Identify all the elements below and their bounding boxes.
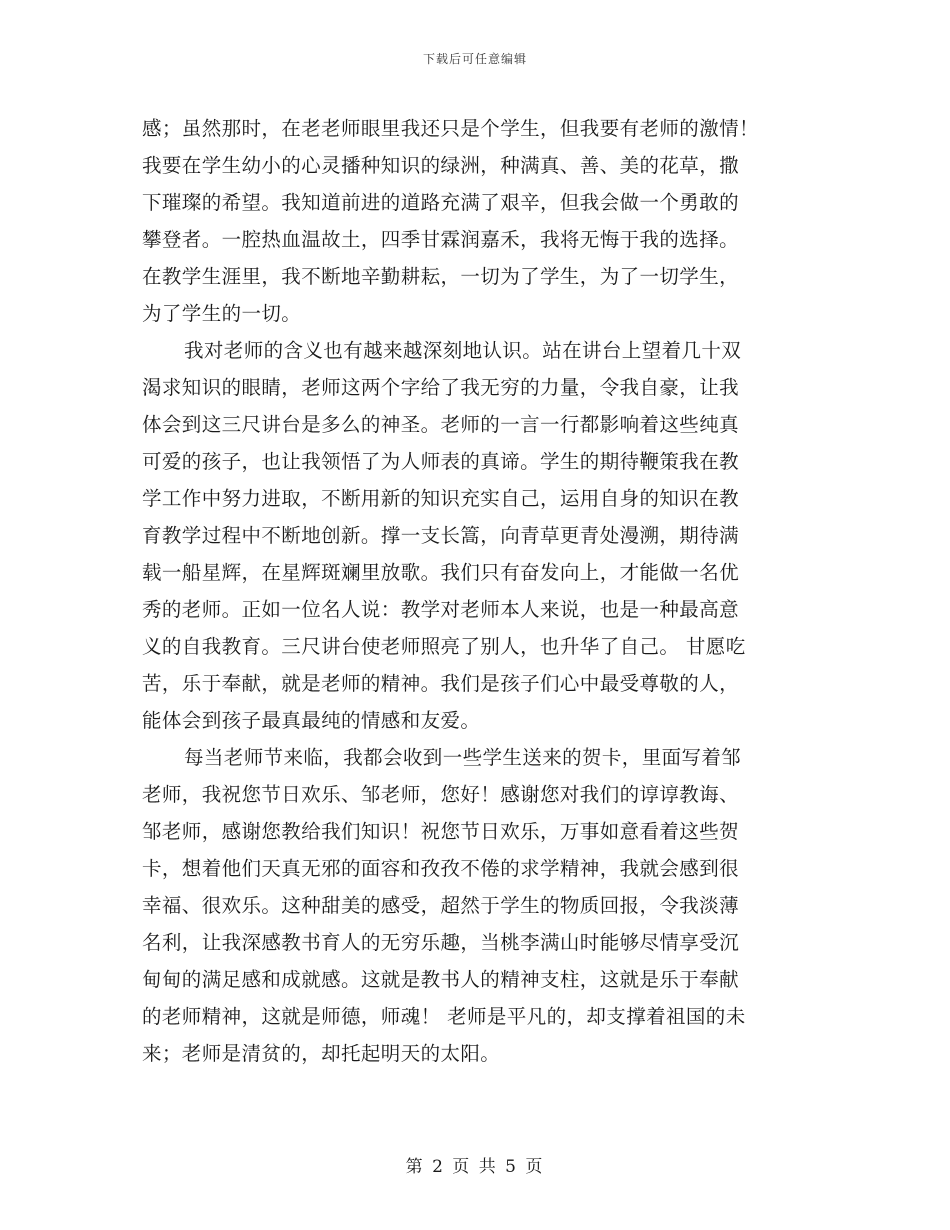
text-line: 来；老师是清贫的，却托起明天的太阳。: [142, 1042, 501, 1065]
text-line: 苦，乐于奉献，就是老师的精神。我们是孩子们心中最受尊敬的人，: [142, 672, 740, 695]
text-line: 渴求知识的眼睛，老师这两个字给了我无穷的力量，令我自豪，让我: [142, 376, 740, 399]
text-line: 秀的老师。正如一位名人说：教学对老师本人来说，也是一种最高意: [142, 598, 740, 621]
text-line: 每当老师节来临，我都会收到一些学生送来的贺卡，里面写着邹: [184, 746, 742, 769]
text-line: 在教学生涯里，我不断地辛勤耕耘，一切为了学生，为了一切学生，: [142, 265, 740, 288]
text-line: 攀登者。一腔热血温故土，四季甘霖润嘉禾，我将无悔于我的选择。: [142, 228, 740, 251]
text-line: 感；虽然那时，在老老师眼里我还只是个学生，但我要有老师的激情！: [142, 117, 759, 140]
document-body: [142, 110, 808, 1072]
text-line: 义的自我教育。三尺讲台使老师照亮了别人，也升华了自己。 甘愿吃: [142, 635, 746, 658]
paragraph-1: [142, 110, 808, 332]
page-header: 下载后可任意编辑: [422, 52, 527, 66]
text-line: 为了学生的一切。: [142, 302, 302, 325]
text-line: 我要在学生幼小的心灵播种知识的绿洲，种满真、善、美的花草，撒: [142, 154, 740, 177]
text-line: 下璀璨的希望。我知道前进的道路充满了艰辛，但我会做一个勇敢的: [142, 191, 740, 214]
text-line: 老师，我祝您节日欢乐、邹老师，您好！感谢您对我们的谆谆教诲、: [142, 783, 740, 806]
text-line: 可爱的孩子，也让我领悟了为人师表的真谛。学生的期待鞭策我在教: [142, 450, 740, 473]
text-line: 体会到这三尺讲台是多么的神圣。老师的一言一行都影响着这些纯真: [142, 413, 740, 436]
text-line: 甸甸的满足感和成就感。这就是教书人的精神支柱，这就是乐于奉献: [142, 968, 740, 991]
page-footer: 第 2 页 共 5 页: [405, 1157, 545, 1177]
text-line: 学工作中努力进取，不断用新的知识充实自己，运用自身的知识在教: [142, 487, 740, 510]
text-line: 能体会到孩子最真最纯的情感和友爱。: [142, 709, 481, 732]
text-line: 载一船星辉，在星辉斑斓里放歌。我们只有奋发向上，才能做一名优: [142, 561, 740, 584]
paragraph-3: [142, 739, 808, 1072]
text-line: 我对老师的含义也有越来越深刻地认识。站在讲台上望着几十双: [184, 339, 742, 362]
text-line: 幸福、很欢乐。这种甜美的感受，超然于学生的物质回报，令我淡薄: [142, 894, 740, 917]
text-line: 邹老师，感谢您教给我们知识！祝您节日欢乐，万事如意看着这些贺: [142, 820, 740, 843]
text-line: 卡，想着他们天真无邪的面容和孜孜不倦的求学精神，我就会感到很: [142, 857, 740, 880]
paragraph-2: [142, 332, 808, 739]
text-line: 育教学过程中不断地创新。撑一支长篙，向青草更青处漫溯，期待满: [142, 524, 740, 547]
text-line: 的老师精神，这就是师德，师魂！ 老师是平凡的，却支撑着祖国的未: [142, 1005, 746, 1028]
text-line: 名利，让我深感教书育人的无穷乐趣，当桃李满山时能够尽情享受沉: [142, 931, 740, 954]
